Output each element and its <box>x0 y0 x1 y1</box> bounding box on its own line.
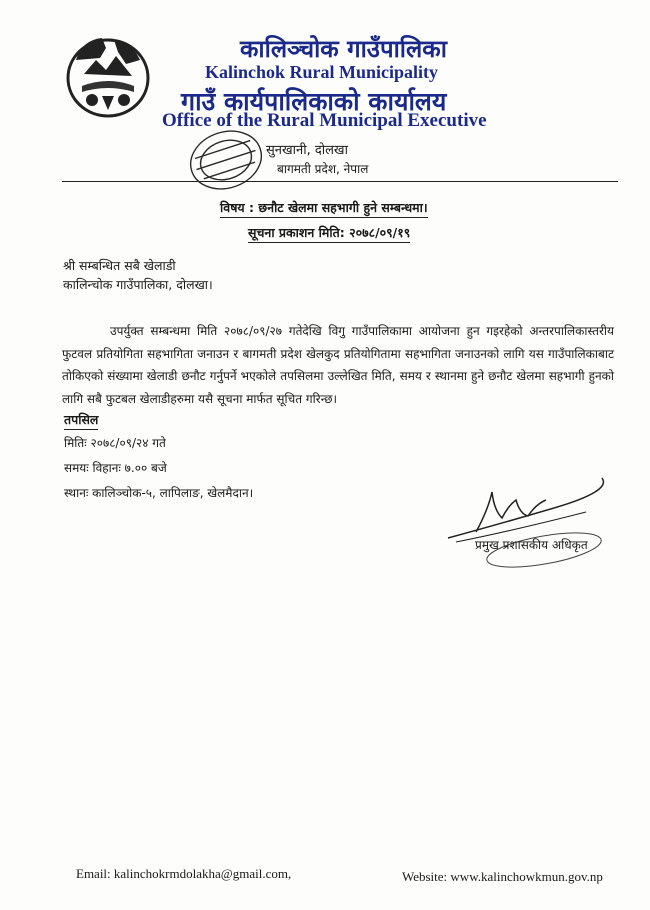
footer-email: Email: kalinchokrmdolakha@gmail.com, <box>76 866 292 881</box>
official-stamp-icon <box>185 125 267 195</box>
recipient-line-1: श्री सम्बन्धित सबै खेलाडी <box>63 258 176 273</box>
municipality-name-en: Kalinchok Rural Municipality <box>205 62 439 82</box>
detail-date: मितिः २०७८/०९/२४ गते <box>64 436 166 450</box>
detail-place: स्थानः कालिञ्चोक-५, लापिलाङ, खेलमैदान। <box>64 486 254 500</box>
publication-date: सूचना प्रकाशन मिति: २०७८/०९/१९ <box>248 224 410 243</box>
details-heading: तपसिल <box>64 411 98 430</box>
municipality-name-np: कालिञ्चोक गाउँपालिका <box>240 35 447 63</box>
footer-website: Website: www.kalinchowkmun.gov.np <box>402 869 603 884</box>
office-name-np: गाउँ कार्यपालिकाको कार्यालय <box>181 87 447 116</box>
municipality-emblem-icon <box>62 30 154 122</box>
address-line-2: बागमती प्रदेश, नेपाल <box>277 162 369 176</box>
recipient-line-2: कालिन्चोक गाउँपालिका, दोलखा। <box>63 277 213 292</box>
notice-subject: विषय : छनौट खेलमा सहभागी हुने सम्बन्धमा। <box>220 199 428 218</box>
signer-title: प्रमुख प्रशासकीय अधिकृत <box>475 538 588 552</box>
signature-icon <box>436 470 606 580</box>
notice-body: उपर्युक्त सम्बन्धमा मिति २०७८/०९/२७ गतेदेखि विगु गाउँपालिकामा आयोजना हुन गइरहेको अन्तरपालिकास्तरीय फुटवल प्रतियोगिता सहभागिता जनाउन र बागमती प्रदेश खेलकुद प्रतियोगितामा सहभागिता जनाउनको लागि यस गाउँपालिकाबाट तोकिएको संख्यामा खेलाडी छनौट गर्नुपर्ने भएकोले तपसिलमा उल्लेखित मिति, समय र स्थानमा हुने छनौट खेलमा सहभागी हुनको लागि सबै फुटबल खेलाडीहरुमा यसै सूचना मार्फत सूचित गरिन्छ। <box>62 324 614 406</box>
office-name-en: Office of the Rural Municipal Executive <box>162 110 487 131</box>
address-line-1: सुनखानी, दोलखा <box>266 143 348 158</box>
detail-time: समयः विहानः ७.०० बजे <box>64 461 167 475</box>
letterhead-divider <box>62 181 618 182</box>
